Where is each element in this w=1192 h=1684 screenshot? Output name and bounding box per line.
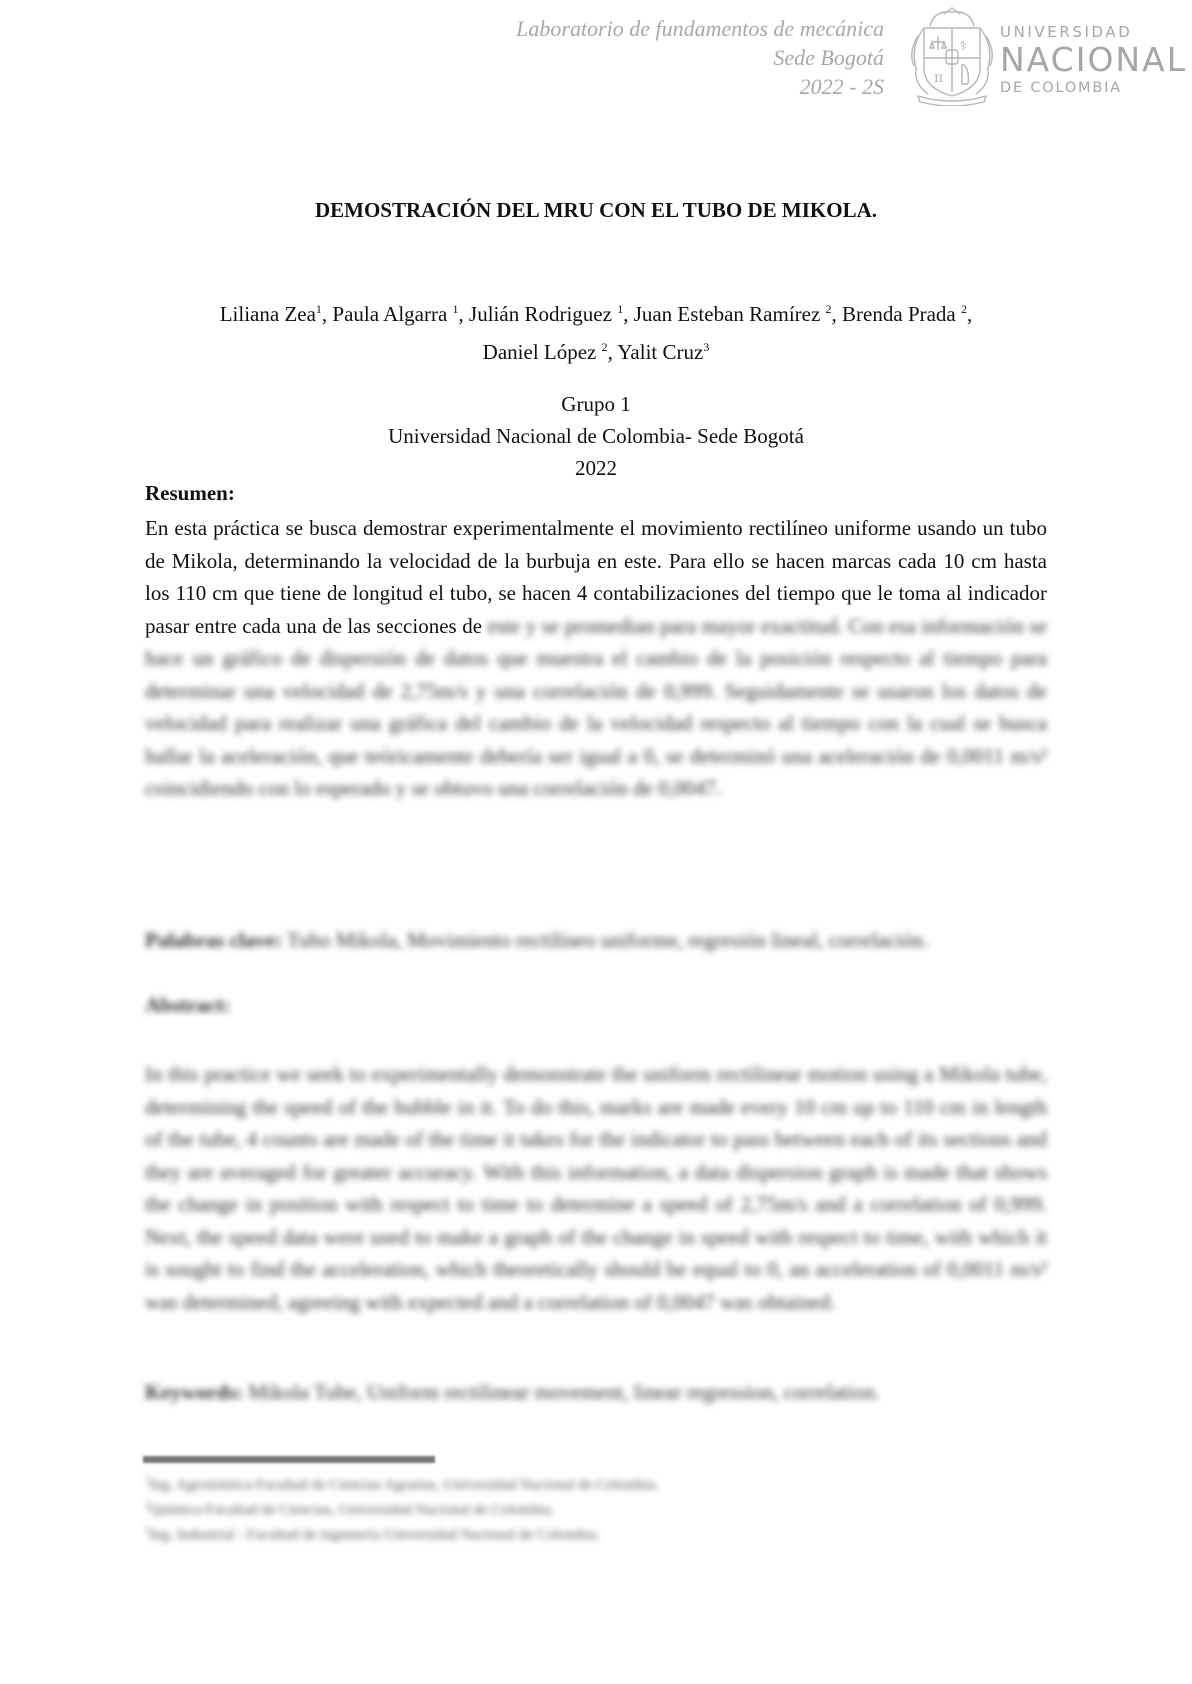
keywords-english xyxy=(145,1380,880,1405)
wordmark-universidad: UNIVERSIDAD xyxy=(1000,23,1133,41)
author: Julián Rodriguez $^1$ xyxy=(469,302,624,326)
keywords-english-label: Keywords: xyxy=(145,1380,243,1404)
wordmark-nacional: NACIONAL xyxy=(1000,40,1188,79)
resumen-heading: Resumen: xyxy=(145,481,235,505)
year: 2022 xyxy=(575,456,617,480)
header-term: 2022 - 2S xyxy=(799,74,884,99)
keywords-english-text: Mikola Tube, Uniform rectilinear movement, linear regression, correlation. xyxy=(248,1380,880,1404)
resumen-visible-text: En esta práctica se busca demostrar experimentalmente el movimiento rectilíneo uniforme usando un tubo de Mikola, determinando la velocidad de la burbuja en este. Para ello se hacen marcas cada 10 cm hasta los 110 cm que tiene de longitud el tubo, se hacen 4 contabilizaciones del tiempo que le toma al indicador pasar entre cada una de las secciones de xyxy=(145,516,1047,638)
running-header xyxy=(516,14,884,101)
author: Juan Esteban Ramírez $^2$ xyxy=(633,302,832,326)
crest-crown xyxy=(930,12,974,26)
keywords-spanish-label: Palabras clave: xyxy=(145,928,283,952)
author: Daniel López $^2$ xyxy=(482,340,608,364)
author: Liliana Zea$^1$ xyxy=(219,302,322,326)
crest-banner xyxy=(918,96,986,106)
keywords-spanish-text: Tubo Mikola, Movimiento rectilíneo uniforme, regresión lineal, correlación. xyxy=(286,928,929,952)
author: Yalit Cruz$^3$ xyxy=(617,340,710,364)
resumen-text xyxy=(145,512,1047,805)
footnote: $^1$Ing. Agronómica-Facultad de Ciencias Agrarias, Universidad Nacional de Colombia. xyxy=(145,1475,659,1493)
footnote: $^3$Ing. Industrial - Facultad de ingeniería Universidad Nacional de Colombia. xyxy=(145,1525,600,1543)
university-wordmark xyxy=(1000,22,1187,98)
crest-staff-symbol: ⚕ xyxy=(960,39,968,54)
author: Brenda Prada $^2$ xyxy=(842,302,968,326)
affiliation-block xyxy=(0,388,1192,484)
keywords-spanish xyxy=(145,928,1055,953)
crest-harp xyxy=(962,64,968,84)
university-name: Universidad Nacional de Colombia- Sede Bogotá xyxy=(388,424,804,448)
header-lab-name: Laboratorio de fundamentos de mecánica xyxy=(516,16,884,41)
footnote: $^2$Química-Facultad de Ciencias, Universidad Nacional de Colombia. xyxy=(145,1500,555,1518)
author-list: Liliana Zea$^1$, Paula Algarra $^1$, Julián Rodriguez $^1$, Juan Esteban Ramírez $^2$, Brenda Prada $^2$, Daniel López $^2$, Yalit Cruz$^3$ xyxy=(219,302,973,364)
crest-pi-symbol: π xyxy=(934,70,944,86)
resumen-redacted-text: este y se promedian para mayor exactitud. Con esa información se hace un gráfico de dispersión de datos que muestra el cambio de la posición respecto al tiempo para determinar una velocidad de 2,75m/s y una correlación de 0,999. Seguidamente se usaron los datos de velocidad para realizar una gráfica del cambio de la velocidad respecto al tiempo con la cual se busca hallar la aceleración, que teóricamente debería ser igual a 0, se determinó una aceleración de 0,0011 m/s² coincidiendo con lo esperado y se obtuvo una correlación de 0,0047. xyxy=(145,613,1048,800)
paper-title: DEMOSTRACIÓN DEL MRU CON EL TUBO DE MIKOLA. xyxy=(314,198,878,222)
author: Paula Algarra $^1$ xyxy=(332,302,459,326)
wordmark-de-colombia: DE COLOMBIA xyxy=(1000,80,1122,96)
group-name: Grupo 1 xyxy=(561,392,631,416)
footnote-divider xyxy=(143,1456,435,1463)
abstract-text: In this practice we seek to experimentally demonstrate the uniform rectilinear motion using a Mikola tube, determining the speed of the bubble in it. To do this, marks are made every 10 cm up to 110 cm in length of the tube, 4 counts are made of the time it takes for the indicator to pass between each of its sections and they are averaged for greater accuracy. With this information, a data dispersion graph is made that shows the change in position with respect to time to determine a speed of 2,75m/s and a correlation of 0,999. Next, the speed data were used to make a graph of the change in speed with respect to time, with which it is sought to find the acceleration, which theoretically should be equal to 0, an acceleration of 0,0011 m/s² was determined, agreeing with expected and a correlation of 0,0047 was obtained. xyxy=(145,1062,1047,1314)
crest-scales xyxy=(930,36,946,50)
header-campus: Sede Bogotá xyxy=(773,45,884,70)
abstract-heading: Abstract: xyxy=(145,993,231,1017)
footnotes xyxy=(145,1470,659,1545)
